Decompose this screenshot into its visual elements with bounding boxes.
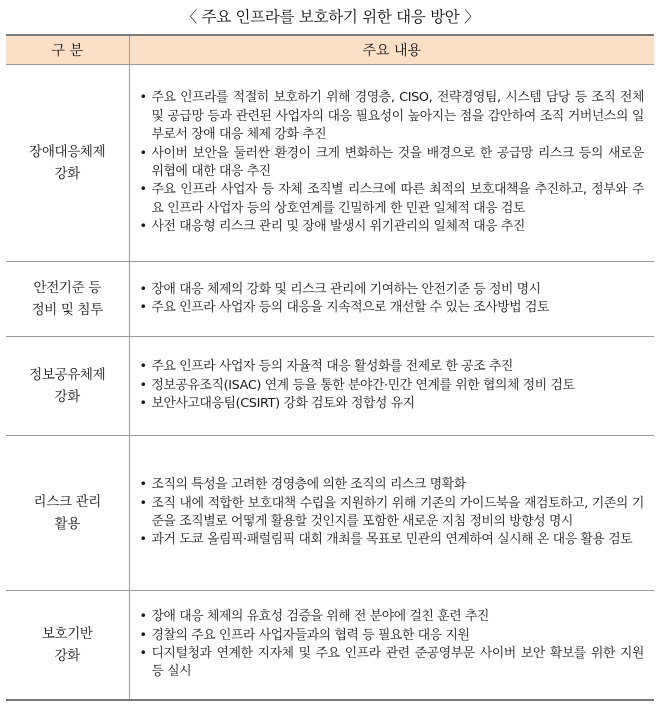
table-row xyxy=(6,337,654,436)
bullet-icon: • xyxy=(139,377,147,393)
list-item-text: 장애 대응 체제의 유효성 검증을 위해 전 분야에 걸친 훈련 추진 xyxy=(151,609,489,625)
item-list xyxy=(140,281,645,318)
table-row xyxy=(6,65,654,262)
list-item xyxy=(140,218,645,236)
list-item-text: 사이버 보안을 둘러싼 환경이 크게 변화하는 것을 배경으로 한 공급망 리스크 등의 새로운 위협에 대한 대응 추진 xyxy=(151,145,644,179)
bullet-icon: • xyxy=(139,145,147,161)
list-item xyxy=(140,358,645,376)
bullet-icon: • xyxy=(139,609,147,625)
bullet-icon: • xyxy=(139,396,147,412)
bullet-icon: • xyxy=(139,359,147,375)
list-item xyxy=(140,181,645,218)
list-item-text: 주요 인프라를 적절히 보호하기 위해 경영층, CISO, 전략경영팀, 시스템 담당 등 조직 전체 및 공급망 등과 관련된 사업자의 대응 필요성이 높아지는 점을 감안하여 조직 거버넌스의 일부로서 장애 대응 체제 강화 추진 xyxy=(151,90,644,143)
countermeasure-table xyxy=(6,34,654,701)
item-list xyxy=(140,358,645,413)
item-list xyxy=(140,89,645,236)
list-item-text: 주요 인프라 사업자 등의 자율적 대응 활성화를 전제로 한 공조 추진 xyxy=(151,359,513,375)
row-content xyxy=(129,591,654,701)
bullet-icon: • xyxy=(139,627,147,643)
item-list xyxy=(140,476,645,550)
bullet-icon: • xyxy=(139,495,147,511)
row-content xyxy=(129,337,654,436)
bullet-icon: • xyxy=(139,477,147,493)
row-content xyxy=(129,436,654,591)
list-item-text: 장애 대응 체제의 강화 및 리스크 관리에 기여하는 안전기준 등 정비 명시 xyxy=(151,281,541,297)
list-item-text: 조직 내에 적합한 보호대책 수립을 지원하기 위해 기존의 가이드북을 재검토하고, 기존의 기준을 조직별로 어떻게 활용할 것인지를 포함한 새로운 지침 정비의 방향성 명시 xyxy=(151,495,644,529)
list-item-text: 주요 인프라 사업자 등 자체 조직별 리스크에 따른 최적의 보호대책을 추진하고, 정부와 주요 인프라 사업자 등의 상호연계를 긴밀하게 한 민관 일체적 대응 검토 xyxy=(151,182,644,216)
header-category: 구 분 xyxy=(6,35,129,65)
table-row xyxy=(6,436,654,591)
list-item xyxy=(140,377,645,395)
row-content xyxy=(129,65,654,262)
list-item xyxy=(140,495,645,532)
list-item xyxy=(140,476,645,494)
header-content: 주요 내용 xyxy=(129,35,654,65)
list-item-text: 정보공유조직(ISAC) 연계 등을 통한 분야간·민간 연계를 위한 협의체 정비 검토 xyxy=(151,377,575,393)
bullet-icon: • xyxy=(139,90,147,106)
list-item xyxy=(140,645,645,682)
row-category-line: 정보공유체제 xyxy=(29,367,106,383)
list-item-text: 디지털청과 연계한 지자체 및 주요 인프라 관련 준공영부문 사이버 보안 확보를 위한 지원 등 실시 xyxy=(151,646,644,680)
table-row xyxy=(6,591,654,701)
bullet-icon: • xyxy=(139,281,147,297)
row-category-line: 안전기준 등 xyxy=(33,280,101,296)
row-category xyxy=(6,262,129,337)
list-item xyxy=(140,145,645,182)
list-item xyxy=(140,627,645,645)
bullet-icon: • xyxy=(139,300,147,315)
row-category-line: 활용 xyxy=(54,516,80,532)
row-category xyxy=(6,436,129,591)
list-item xyxy=(140,89,645,144)
list-item-text: 주요 인프라 사업자 등의 대응을 지속적으로 개선할 수 있는 조사방법 검토 xyxy=(151,300,550,315)
bullet-icon: • xyxy=(139,182,147,198)
row-category-line: 보호기반 xyxy=(41,626,93,642)
row-content xyxy=(129,262,654,337)
list-item xyxy=(140,281,645,299)
list-item-text: 과거 도쿄 올림픽·패럴림픽 대회 개최를 목표로 민관의 연계하여 실시해 온 대응 활용 검토 xyxy=(151,532,633,548)
item-list xyxy=(140,608,645,682)
list-item-text: 보안사고대응팀(CSIRT) 강화 검토와 정합성 유지 xyxy=(151,396,415,412)
bullet-icon: • xyxy=(139,532,147,548)
row-category-line: 강화 xyxy=(54,648,80,664)
table-header-row xyxy=(6,35,654,65)
row-category-line: 정비 및 침투 xyxy=(31,302,103,318)
bullet-icon: • xyxy=(139,646,147,661)
row-category-line: 리스크 관리 xyxy=(33,494,101,510)
row-category xyxy=(6,337,129,436)
list-item-text: 조직의 특성을 고려한 경영층에 의한 조직의 리스크 명확화 xyxy=(151,477,466,493)
table-row xyxy=(6,262,654,337)
list-item-text: 사전 대응형 리스크 관리 및 장애 발생시 위기관리의 일체적 대응 추진 xyxy=(151,219,526,235)
list-item xyxy=(140,531,645,549)
row-category-line: 강화 xyxy=(54,389,80,405)
row-category-line: 장애대응체제 xyxy=(29,144,106,160)
list-item-text: 경찰의 주요 인프라 사업자들과의 협력 등 필요한 대응 지원 xyxy=(151,627,470,643)
bullet-icon: • xyxy=(139,219,147,235)
list-item xyxy=(140,395,645,413)
row-category xyxy=(6,591,129,701)
list-item xyxy=(140,299,645,317)
row-category-line: 강화 xyxy=(54,166,80,182)
list-item xyxy=(140,608,645,626)
row-category xyxy=(6,65,129,262)
document-title: 〈 주요 인프라를 보호하기 위한 대응 방안 〉 xyxy=(181,8,480,26)
